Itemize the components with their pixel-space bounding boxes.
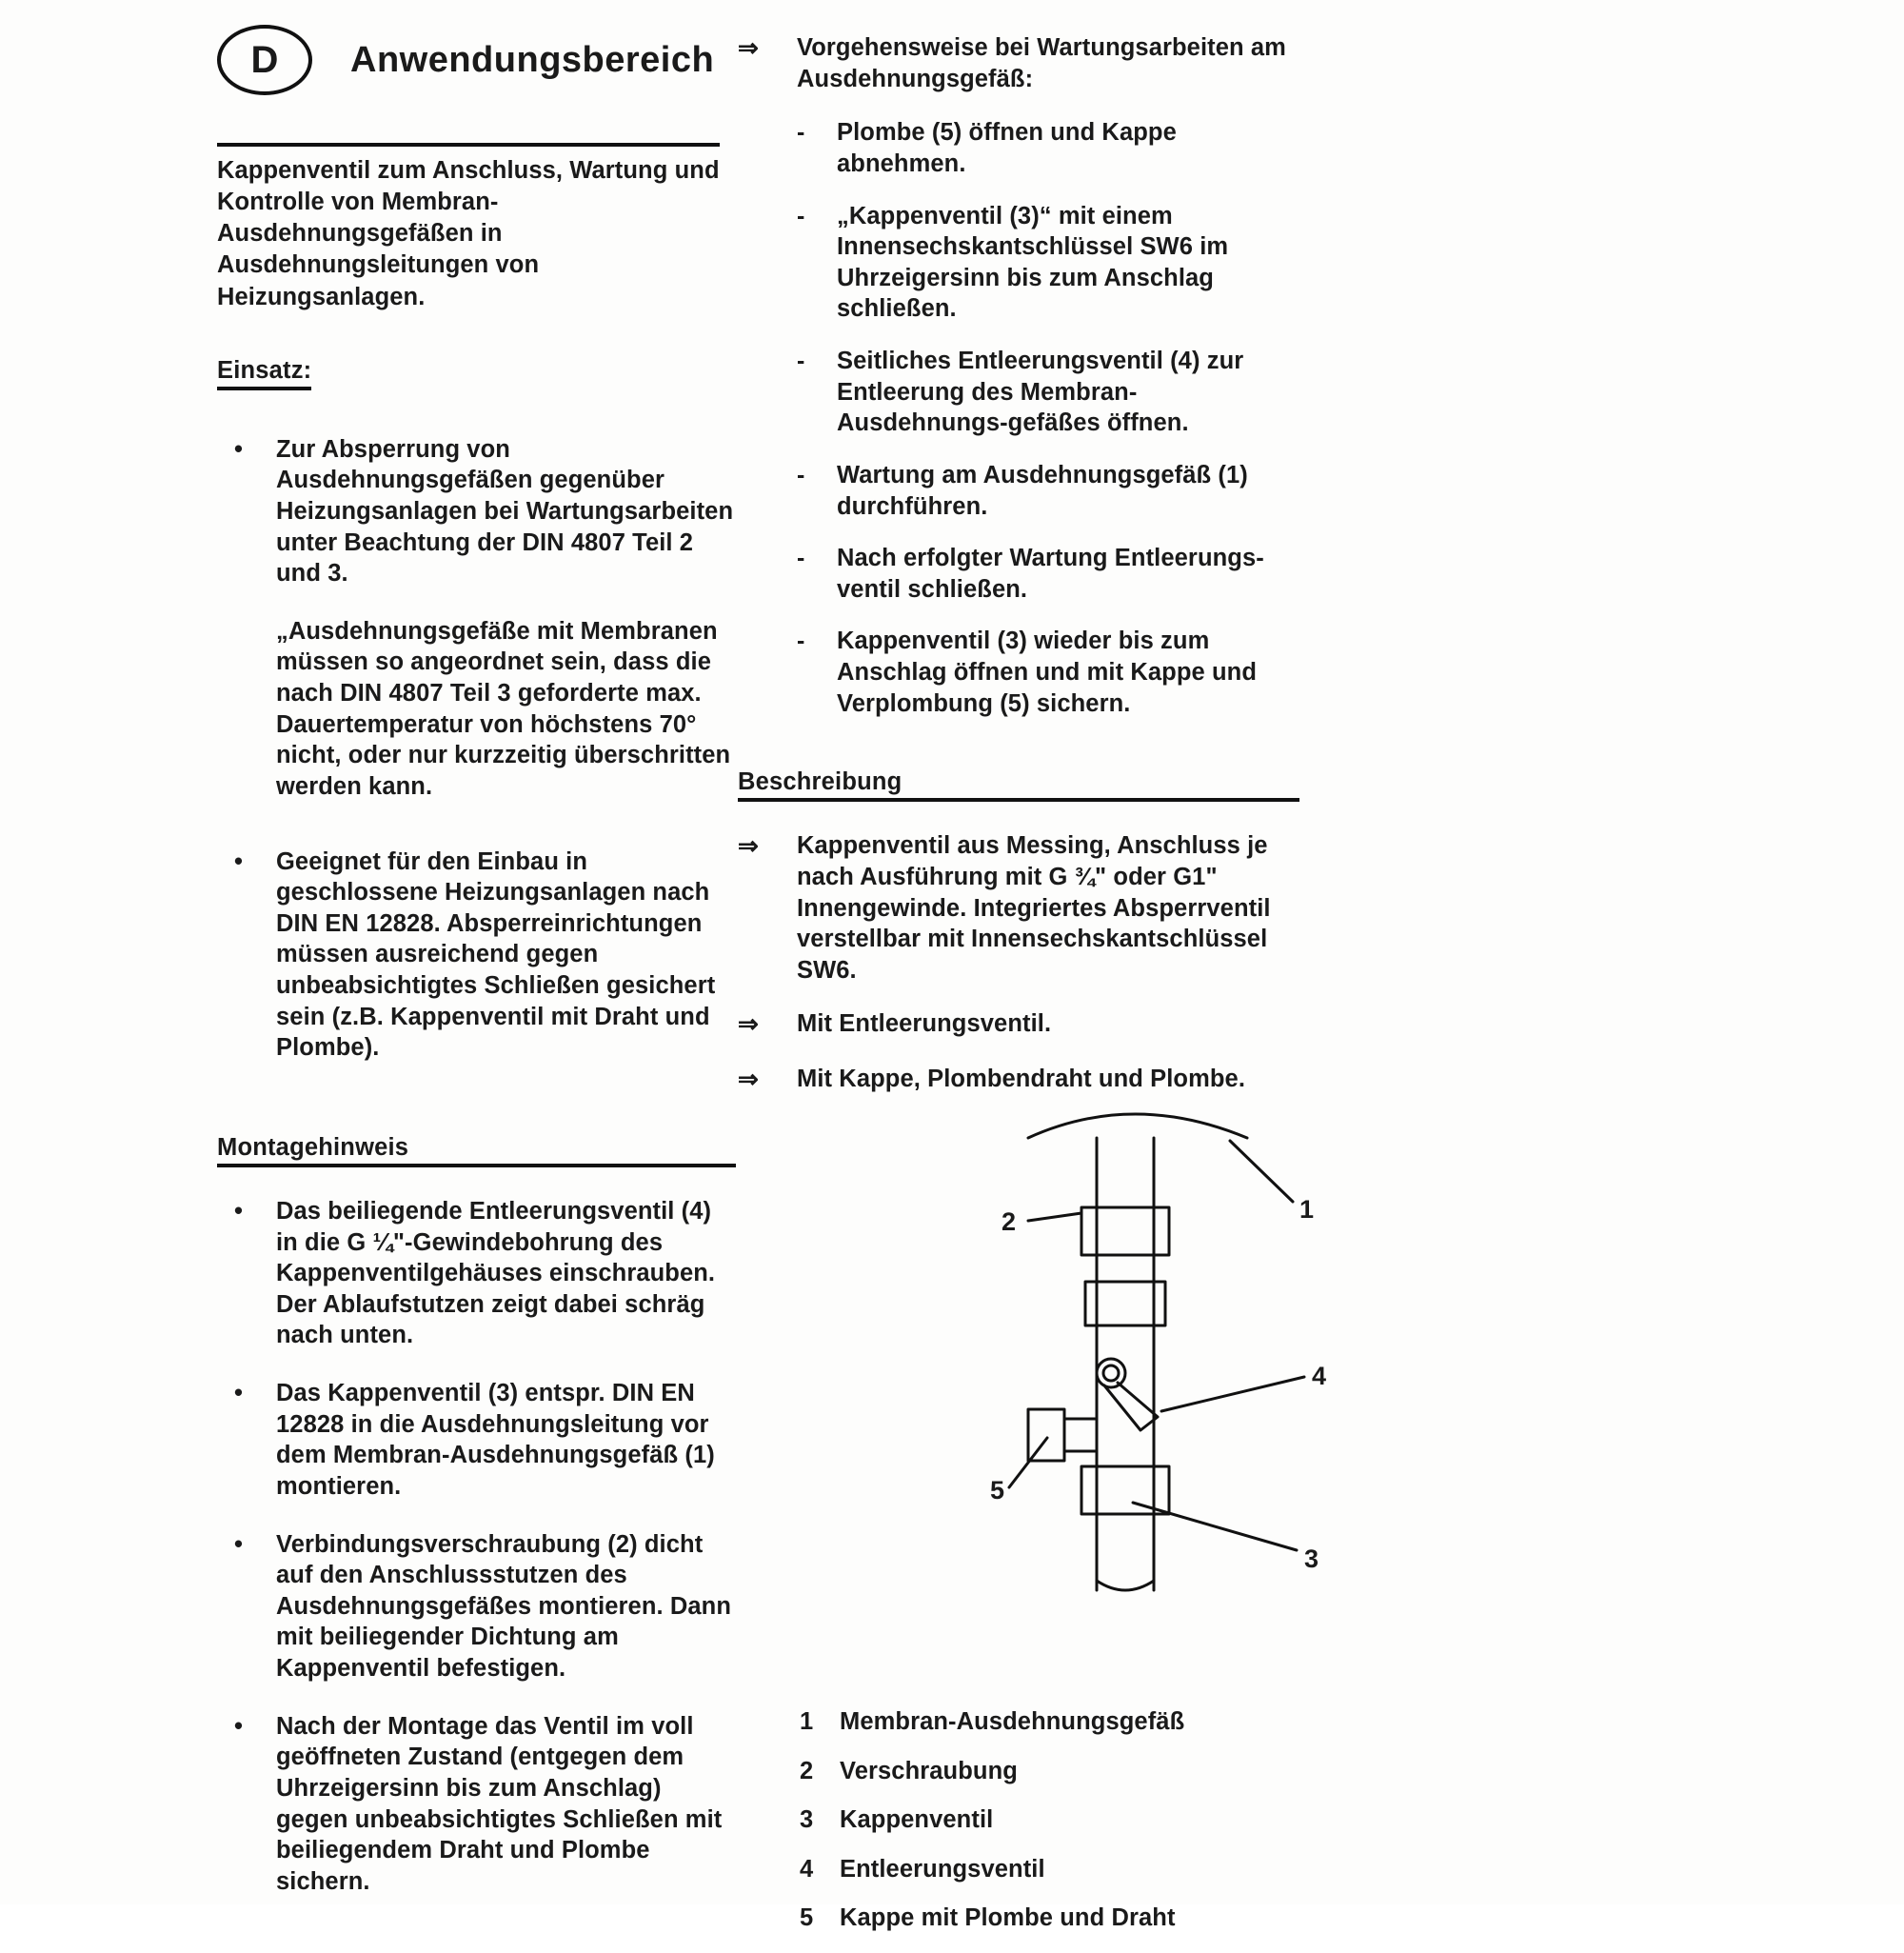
- procedure-step-text: Nach erfolgter Wartung Entleerungs-ventil schließen.: [837, 545, 1264, 603]
- left-column: [217, 17, 736, 1923]
- list-item: [738, 1008, 1299, 1040]
- cap-block-5: [1028, 1409, 1064, 1461]
- montage-item-text: Das beiliegende Entleerungsventil (4) in die G ¼"-Gewindebohrung des Kappenventilgehäuses einschrauben. Der Ablaufstutzen zeigt dabei schräg nach unten.: [276, 1197, 716, 1349]
- dash-icon: -: [797, 461, 805, 488]
- legend-number: 4: [800, 1855, 814, 1883]
- legend-number: 1: [800, 1708, 814, 1735]
- dash-icon: -: [797, 545, 805, 572]
- einsatz-heading: Einsatz:: [217, 357, 311, 390]
- einsatz-list: [217, 434, 736, 589]
- montagehinweis-list: [217, 1196, 736, 1898]
- list-item: [217, 847, 736, 1064]
- einsatz-item-text: Zur Absperrung von Ausdehnungsgefäßen gegenüber Heizungsanlagen bei Wartungsarbeiten unter Beachtung der DIN 4807 Teil 2 und 3.: [276, 435, 734, 588]
- list-item: [738, 32, 1299, 94]
- procedure-steps-list: [797, 117, 1299, 719]
- list-item: [738, 830, 1299, 986]
- valve-assembly-diagram: [990, 1095, 1390, 1704]
- page-header: [217, 17, 736, 103]
- beschreibung-item-text: Mit Kappe, Plombendraht und Plombe.: [797, 1065, 1246, 1092]
- callout-label-1: 1: [1299, 1195, 1315, 1224]
- einsatz-quote: „Ausdehnungsgefäße mit Membranen müssen so angeordnet sein, dass die nach DIN 4807 Teil 3 geforderte max. Dauertemperatur von höchstens 70° nicht, oder nur kurzzeitig überschritten werden kann.: [276, 617, 731, 800]
- double-arrow-icon: ⇒: [738, 1064, 759, 1093]
- procedure-step-text: Seitliches Entleerungsventil (4) zur Entleerung des Membran-Ausdehnungs-gefäßes öffnen.: [837, 348, 1244, 437]
- beschreibung-item-text: Kappenventil aus Messing, Anschluss je nach Ausführung mit G ¾" oder G1" Innengewinde. Integriertes Absperrventil verstellbar mit Innensechskantschlüssel SW6.: [797, 832, 1271, 984]
- bullet-icon: •: [234, 1712, 244, 1740]
- list-item: [797, 201, 1299, 326]
- procedure-title: Vorgehensweise bei Wartungsarbeiten am Ausdehnungsgefäß:: [797, 34, 1286, 92]
- einsatz-item-text: Geeignet für den Einbau in geschlossene Heizungsanlagen nach DIN EN 12828. Absperreinrichtungen müssen ausreichend gegen unbeabsichtigtes Schließen gesichert sein (z.B. Kappenventil mit Draht und Plombe).: [276, 847, 716, 1062]
- bullet-icon: •: [234, 1197, 244, 1225]
- cap-valve-nut-3: [1081, 1466, 1169, 1514]
- drain-valve-spout-4: [1104, 1383, 1158, 1430]
- country-code-badge: [217, 25, 312, 95]
- double-arrow-icon: ⇒: [738, 831, 759, 861]
- callout-label-5: 5: [990, 1476, 1005, 1505]
- double-arrow-icon: ⇒: [738, 1009, 759, 1039]
- legend-row: [800, 1707, 1295, 1737]
- leader-line-3: [1133, 1503, 1297, 1550]
- list-item: [217, 434, 736, 589]
- montage-item-text: Verbindungsverschraubung (2) dicht auf den Anschlussstutzen des Ausdehnungsgefäßes montieren. Dann mit beiliegender Dichtung am Kappenventil befestigen.: [276, 1530, 732, 1683]
- procedure-step-text: Kappenventil (3) wieder bis zum Anschlag öffnen und mit Kappe und Verplombung (5) sichern.: [837, 628, 1258, 717]
- dash-icon: -: [797, 202, 805, 229]
- intro-paragraph: Kappenventil zum Anschluss, Wartung und Kontrolle von Membran-Ausdehnungsgefäßen in Ausdehnungsleitungen von Heizungsanlagen.: [217, 157, 720, 310]
- list-item: [797, 346, 1299, 439]
- diagram-legend: [800, 1707, 1295, 1953]
- dash-icon: -: [797, 348, 805, 374]
- page-title: Anwendungsbereich: [350, 39, 715, 80]
- montage-item-text: Das Kappenventil (3) entspr. DIN EN 12828 in die Ausdehnungsleitung vor dem Membran-Ausdehnungsgefäß (1) montieren.: [276, 1380, 715, 1500]
- list-item: [797, 117, 1299, 179]
- right-column: [738, 32, 1299, 1118]
- dash-icon: -: [797, 628, 805, 655]
- list-item: [217, 1711, 736, 1898]
- beschreibung-heading: Beschreibung: [738, 768, 1299, 802]
- procedure-title-row: [738, 32, 1299, 94]
- legend-label: Membran-Ausdehnungsgefäß: [840, 1708, 1185, 1735]
- procedure-step-text: „Kappenventil (3)“ mit einem Innensechskantschlüssel SW6 im Uhrzeigersinn bis zum Anschlag schließen.: [837, 202, 1229, 323]
- coupling-nut-2: [1081, 1207, 1169, 1255]
- montage-item-text: Nach der Montage das Ventil im voll geöffneten Zustand (entgegen dem Uhrzeigersinn bis zum Anschlag) gegen unbeabsichtigtes Schließen mit beiliegendem Draht und Plombe sichern.: [276, 1712, 723, 1895]
- leader-line-1: [1230, 1141, 1293, 1202]
- valve-diagram-svg: [990, 1095, 1390, 1704]
- legend-label: Entleerungsventil: [840, 1855, 1045, 1883]
- list-item: [217, 1529, 736, 1684]
- legend-label: Kappe mit Plombe und Draht: [840, 1904, 1176, 1932]
- bullet-icon: •: [234, 435, 244, 463]
- drain-valve-port-4: [1097, 1359, 1125, 1387]
- procedure-step-text: Plombe (5) öffnen und Kappe abnehmen.: [837, 119, 1177, 177]
- list-item: [797, 626, 1299, 719]
- list-item: [797, 460, 1299, 522]
- list-item: [738, 1064, 1299, 1095]
- country-code-letter: D: [250, 39, 279, 81]
- montagehinweis-heading: Montagehinweis: [217, 1134, 736, 1167]
- callout-label-2: 2: [1002, 1207, 1017, 1236]
- header-divider: [217, 143, 720, 147]
- double-arrow-icon: ⇒: [738, 33, 759, 62]
- bullet-icon: •: [234, 1530, 244, 1558]
- legend-number: 3: [800, 1806, 814, 1834]
- legend-row: [800, 1855, 1295, 1884]
- legend-label: Verschraubung: [840, 1757, 1018, 1784]
- dash-icon: -: [797, 119, 805, 147]
- list-item: [797, 543, 1299, 605]
- legend-row: [800, 1805, 1295, 1835]
- bullet-icon: •: [234, 847, 244, 875]
- callout-label-4: 4: [1312, 1362, 1327, 1390]
- list-item: [217, 1196, 736, 1351]
- callout-label-3: 3: [1304, 1544, 1319, 1573]
- leader-line-4: [1161, 1377, 1304, 1411]
- legend-number: 2: [800, 1757, 814, 1784]
- leader-line-2: [1028, 1213, 1081, 1221]
- einsatz-list-2: [217, 847, 736, 1064]
- legend-number: 5: [800, 1904, 814, 1932]
- expansion-vessel-arc: [1028, 1114, 1247, 1138]
- beschreibung-list: [738, 830, 1299, 1095]
- procedure-step-text: Wartung am Ausdehnungsgefäß (1) durchführen.: [837, 461, 1248, 520]
- legend-row: [800, 1757, 1295, 1786]
- list-item: [217, 1378, 736, 1503]
- beschreibung-item-text: Mit Entleerungsventil.: [797, 1010, 1052, 1038]
- bullet-icon: •: [234, 1380, 244, 1407]
- legend-label: Kappenventil: [840, 1806, 994, 1834]
- legend-row: [800, 1903, 1295, 1933]
